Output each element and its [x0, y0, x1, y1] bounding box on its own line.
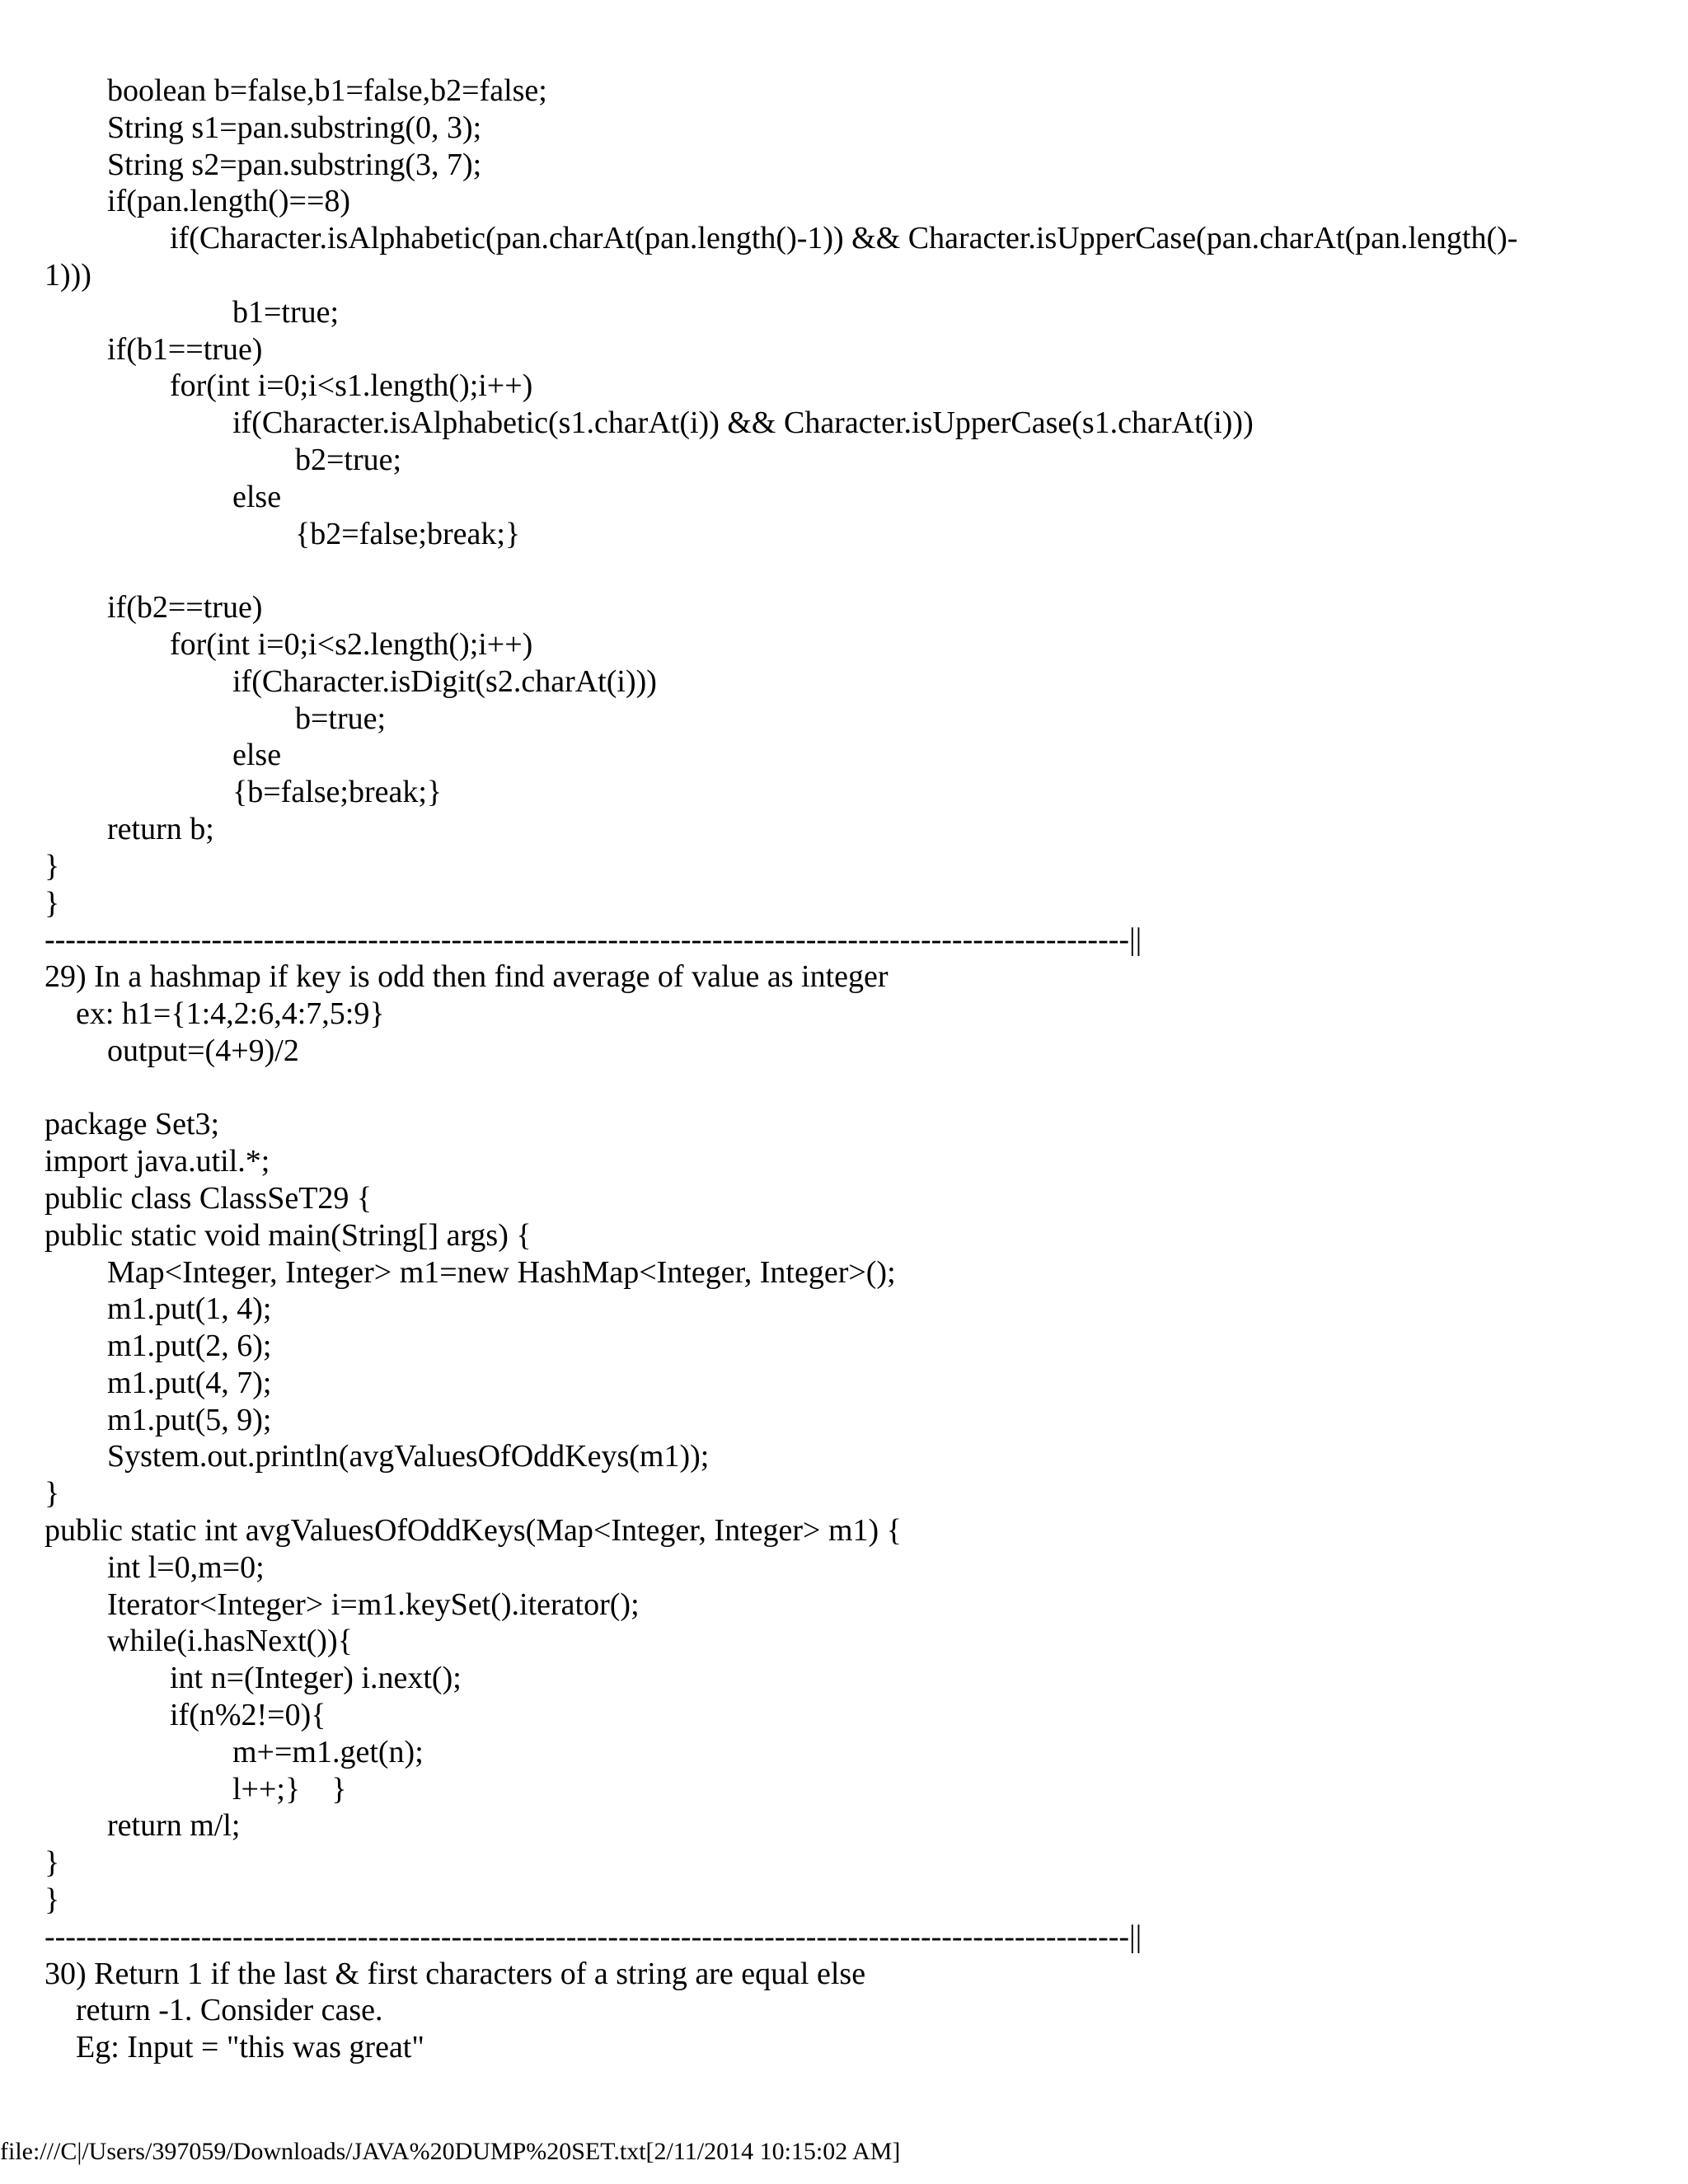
code-line: for(int i=0;i<s2.length();i++) — [45, 626, 533, 662]
code-line: if(pan.length()==8) — [45, 184, 351, 219]
code-line: m1.put(4, 7); — [45, 1365, 272, 1400]
code-line: b=true; — [45, 701, 387, 736]
blank-line — [45, 1070, 1660, 1107]
code-line: int n=(Integer) i.next(); — [45, 1661, 462, 1696]
code-line: b1=true; — [45, 294, 340, 330]
question-heading: 30) Return 1 if the last & first characters of a string are equal else — [45, 1956, 866, 1991]
code-line: String s2=pan.substring(3, 7); — [45, 147, 482, 182]
code-line: public class ClassSeT29 { — [45, 1180, 373, 1216]
code-line: while(i.hasNext()){ — [45, 1624, 353, 1659]
code-line: l++;} } — [45, 1771, 347, 1807]
code-line: public static void main(String[] args) { — [45, 1217, 532, 1253]
code-line: Eg: Input = "this was great" — [45, 2030, 424, 2065]
code-line: String s1=pan.substring(0, 3); — [45, 110, 482, 145]
code-line: if(Character.isAlphabetic(pan.charAt(pan.length()-1)) && Character.isUpperCase(pan.charAt(pan.length()- — [45, 221, 1518, 256]
code-line: m+=m1.get(n); — [45, 1734, 424, 1769]
code-line: return m/l; — [45, 1808, 241, 1844]
code-line: } — [45, 1882, 60, 1918]
code-line: public static int avgValuesOfOddKeys(Map<Integer, Integer> m1) { — [45, 1513, 902, 1549]
code-line: } — [45, 1845, 60, 1881]
question-heading: 29) In a hashmap if key is odd then find average of value as integer — [45, 959, 889, 995]
code-line: int l=0,m=0; — [45, 1549, 265, 1585]
code-line: if(n%2!=0){ — [45, 1698, 326, 1733]
question-heading: 1))) — [45, 257, 91, 293]
code-line: } — [45, 848, 60, 883]
code-line: } — [45, 885, 60, 921]
code-line: for(int i=0;i<s1.length();i++) — [45, 368, 533, 404]
code-line: if(b1==true) — [45, 331, 263, 367]
code-line: {b=false;break;} — [45, 775, 443, 810]
code-line: if(Character.isAlphabetic(s1.charAt(i)) && Character.isUpperCase(s1.charAt(i))) — [45, 405, 1254, 441]
code-line: else — [45, 738, 282, 773]
code-line: boolean b=false,b1=false,b2=false; — [45, 73, 547, 108]
section-separator: --------------------------------------------------------------------------------------------------------|| — [45, 922, 1142, 958]
code-text-body — [45, 73, 1660, 2066]
code-line: return -1. Consider case. — [45, 1993, 383, 2028]
code-line: package Set3; — [45, 1107, 220, 1142]
code-line: Iterator<Integer> i=m1.keySet().iterator(); — [45, 1586, 640, 1622]
code-line: if(Character.isDigit(s2.charAt(i))) — [45, 663, 657, 699]
code-line: Map<Integer, Integer> m1=new HashMap<Integer, Integer>(); — [45, 1254, 896, 1290]
code-line: b2=true; — [45, 442, 402, 477]
blank-line — [45, 552, 1660, 589]
code-line: output=(4+9)/2 — [45, 1033, 299, 1068]
code-line: else — [45, 479, 282, 514]
code-line: m1.put(2, 6); — [45, 1329, 272, 1364]
code-line: m1.put(1, 4); — [45, 1291, 272, 1327]
code-line: ex: h1={1:4,2:6,4:7,5:9} — [45, 996, 385, 1031]
section-separator: --------------------------------------------------------------------------------------------------------|| — [45, 1919, 1142, 1954]
page-footer-url: file:///C|/Users/397059/Downloads/JAVA%20DUMP%20SET.txt[2/11/2014 10:15:02 AM] — [0, 2138, 901, 2165]
code-line: m1.put(5, 9); — [45, 1402, 272, 1437]
code-line: } — [45, 1476, 60, 1511]
code-line: System.out.println(avgValuesOfOddKeys(m1)); — [45, 1439, 710, 1474]
code-line: if(b2==true) — [45, 590, 263, 626]
code-line: return b; — [45, 811, 214, 846]
code-line: {b2=false;break;} — [45, 516, 521, 551]
code-line: import java.util.*; — [45, 1144, 270, 1179]
